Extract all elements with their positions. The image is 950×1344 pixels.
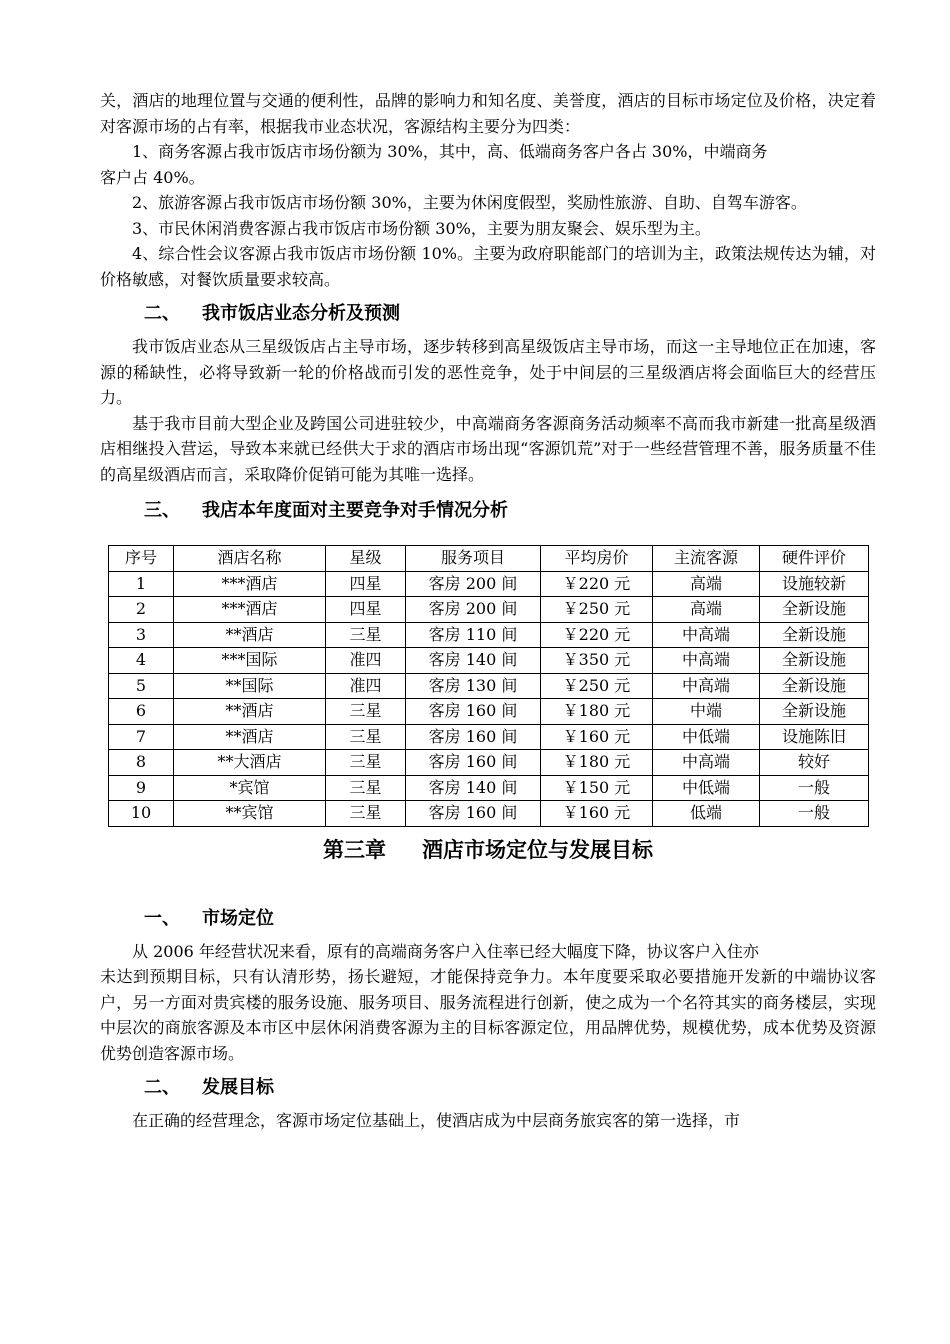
table-cell: 准四	[326, 648, 406, 674]
table-cell: 中高端	[653, 648, 760, 674]
table-cell: **酒店	[174, 724, 326, 750]
industry-paragraph-1: 我市饭店业态从三星级饭店占主导市场，逐步转移到高星级饭店主导市场，而这一主导地位正在加速，客源的稀缺性，必将导致新一轮的价格战而引发的恶性竞争，处于中间层的三星级酒店将会面临巨大的经营压力。	[100, 337, 876, 407]
customer-type-3: 3、市民休闲消费客源占我市饭店市场份额 30%，主要为朋友聚会、娱乐型为主。	[132, 218, 711, 238]
chapter-title: 酒店市场定位与发展目标	[422, 837, 653, 862]
table-cell: 一般	[760, 801, 869, 827]
table-row	[109, 648, 869, 674]
section-title: 我店本年度面对主要竞争对手情况分析	[202, 500, 508, 521]
table-cell: 四星	[326, 597, 406, 623]
table-row	[109, 801, 869, 827]
table-cell: ￥220 元	[541, 622, 653, 648]
table-cell: ***国际	[174, 648, 326, 674]
table-cell: ￥350 元	[541, 648, 653, 674]
table-cell: 三星	[326, 622, 406, 648]
table-cell: 中高端	[653, 622, 760, 648]
customer-type-1-continued: 客户占 40%。	[100, 167, 205, 187]
table-cell: 全新设施	[760, 648, 869, 674]
header-cell: 平均房价	[541, 546, 653, 572]
table-row	[109, 571, 869, 597]
table-cell: **酒店	[174, 699, 326, 725]
table-row	[109, 699, 869, 725]
table-cell: **酒店	[174, 622, 326, 648]
table-cell: 1	[109, 571, 174, 597]
table-cell: 6	[109, 699, 174, 725]
header-cell: 主流客源	[653, 546, 760, 572]
table-cell: 中端	[653, 699, 760, 725]
table-cell: **宾馆	[174, 801, 326, 827]
table-cell: 准四	[326, 673, 406, 699]
table-cell: 8	[109, 750, 174, 776]
chapter-heading	[100, 835, 876, 865]
table-cell: 中低端	[653, 724, 760, 750]
positioning-paragraph: 从 2006 年经营状况来看，原有的高端商务客户入住率已经大幅度下降，协议客户入住亦	[132, 941, 759, 961]
table-cell: 三星	[326, 801, 406, 827]
table-cell: 7	[109, 724, 174, 750]
table-cell: 客房 200 间	[406, 571, 541, 597]
section-heading-market-positioning	[100, 905, 876, 933]
table-cell: 四星	[326, 571, 406, 597]
table-cell: 设施较新	[760, 571, 869, 597]
document-page	[100, 88, 876, 1134]
section-title: 发展目标	[202, 1077, 274, 1098]
table-cell: 客房 130 间	[406, 673, 541, 699]
table-cell: 三星	[326, 699, 406, 725]
table-cell: 客房 140 间	[406, 648, 541, 674]
table-cell: ￥180 元	[541, 750, 653, 776]
table-cell: 三星	[326, 750, 406, 776]
table-cell: 客房 160 间	[406, 801, 541, 827]
table-cell: 全新设施	[760, 597, 869, 623]
table-cell: ￥220 元	[541, 571, 653, 597]
section-number: 一、	[144, 907, 180, 929]
section-heading-industry-analysis	[100, 300, 876, 328]
table-cell: 10	[109, 801, 174, 827]
section-heading-competitors	[100, 497, 876, 525]
header-cell: 服务项目	[406, 546, 541, 572]
table-cell: 9	[109, 775, 174, 801]
table-cell: 客房 200 间	[406, 597, 541, 623]
table-cell: ￥160 元	[541, 801, 653, 827]
table-cell: 3	[109, 622, 174, 648]
industry-paragraph-2: 基于我市目前大型企业及跨国公司进驻较少，中高端商务客源商务活动频率不高而我市新建一批高星级酒店相继投入营运，导致本来就已经供大于求的酒店市场出现“客源饥荒”对于一些经营管理不善，服务质量不佳的高星级酒店而言，采取降价促销可能为其唯一选择。	[100, 413, 876, 484]
table-cell: ￥160 元	[541, 724, 653, 750]
table-row	[109, 597, 869, 623]
table-cell: 客房 110 间	[406, 622, 541, 648]
table-cell: ￥180 元	[541, 699, 653, 725]
table-cell: 中低端	[653, 775, 760, 801]
table-cell: 2	[109, 597, 174, 623]
table-cell: 较好	[760, 750, 869, 776]
section-title: 我市饭店业态分析及预测	[202, 303, 400, 324]
intro-paragraph: 关，酒店的地理位置与交通的便利性，品牌的影响力和知名度、美誉度，酒店的目标市场定位及价格，决定着对客源市场的占有率，根据我市业态状况，客源结构主要分为四类：	[100, 91, 876, 136]
table-cell: ***酒店	[174, 571, 326, 597]
table-cell: 三星	[326, 775, 406, 801]
table-row	[109, 750, 869, 776]
table-cell: 三星	[326, 724, 406, 750]
table-cell: 5	[109, 673, 174, 699]
table-cell: 低端	[653, 801, 760, 827]
header-cell: 酒店名称	[174, 546, 326, 572]
table-cell: 客房 160 间	[406, 699, 541, 725]
table-header-row	[109, 546, 869, 572]
table-cell: 全新设施	[760, 622, 869, 648]
customer-type-1: 1、商务客源占我市饭店市场份额为 30%，其中，高、低端商务客户各占 30%，中端商务	[132, 142, 768, 161]
header-cell: 序号	[109, 546, 174, 572]
table-cell: ***酒店	[174, 597, 326, 623]
customer-type-4: 4、综合性会议客源占我市饭店市场份额 10%。主要为政府职能部门的培训为主，政策法规传达为辅，对价格敏感，对餐饮质量要求较高。	[100, 244, 876, 289]
table-cell: 客房 160 间	[406, 750, 541, 776]
table-cell: 全新设施	[760, 673, 869, 699]
table-cell: 全新设施	[760, 699, 869, 725]
customer-type-2: 2、旅游客源占我市饭店市场份额 30%，主要为休闲度假型，奖励性旅游、自助、自驾车游客。	[132, 193, 807, 212]
table-cell: 高端	[653, 597, 760, 623]
header-cell: 星级	[326, 546, 406, 572]
section-number: 二、	[144, 1077, 180, 1098]
section-heading-development-goals	[100, 1074, 876, 1102]
table-cell: 4	[109, 648, 174, 674]
section-title: 市场定位	[202, 907, 274, 929]
table-row	[109, 622, 869, 648]
section-number: 二、	[144, 303, 180, 324]
table-row	[109, 775, 869, 801]
header-cell: 硬件评价	[760, 546, 869, 572]
table-cell: 高端	[653, 571, 760, 597]
table-cell: 一般	[760, 775, 869, 801]
competitor-table	[108, 545, 869, 827]
table-cell: ￥250 元	[541, 673, 653, 699]
table-cell: 设施陈旧	[760, 724, 869, 750]
table-row	[109, 673, 869, 699]
table-cell: **国际	[174, 673, 326, 699]
chapter-number: 第三章	[323, 837, 386, 862]
table-row	[109, 724, 869, 750]
table-cell: 中高端	[653, 673, 760, 699]
table-cell: 中高端	[653, 750, 760, 776]
table-cell: **大酒店	[174, 750, 326, 776]
goals-paragraph: 在正确的经营理念，客源市场定位基础上，使酒店成为中层商务旅宾客的第一选择，市	[132, 1111, 741, 1130]
table-cell: ￥250 元	[541, 597, 653, 623]
positioning-paragraph-continued: 未达到预期目标，只有认清形势，扬长避短，才能保持竞争力。本年度要采取必要措施开发新的中端协议客户，另一方面对贵宾楼的服务设施、服务项目、服务流程进行创新，使之成为一个名符其实的商务楼层，实现中层次的商旅客源及本市区中层休闲消费客源为主的目标客源定位，用品牌优势，规模优势，成本优势及资源优势创造客源市场。	[100, 967, 876, 1063]
table-cell: 客房 140 间	[406, 775, 541, 801]
section-number: 三、	[144, 500, 180, 521]
table-cell: ￥150 元	[541, 775, 653, 801]
table-cell: *宾馆	[174, 775, 326, 801]
table-cell: 客房 160 间	[406, 724, 541, 750]
